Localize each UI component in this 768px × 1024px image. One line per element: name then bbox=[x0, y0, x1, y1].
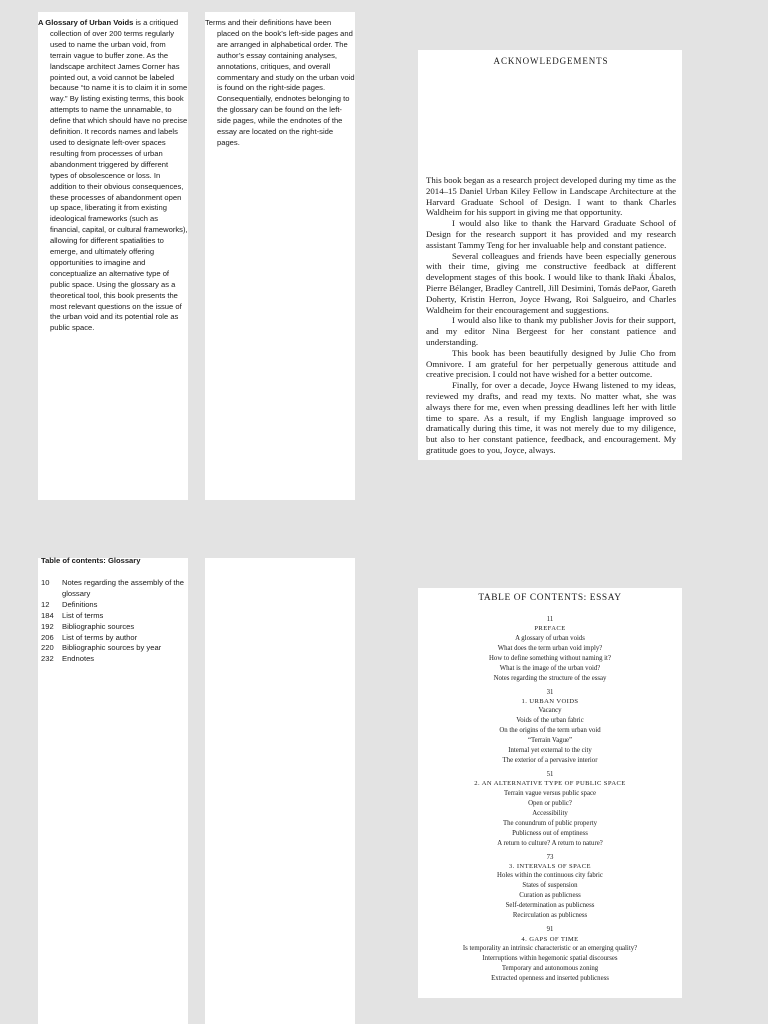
toc-page-number: 12 bbox=[41, 599, 50, 609]
toc-section-item: States of suspension bbox=[522, 882, 578, 890]
toc-essay-section bbox=[418, 853, 682, 922]
terms-note-text: Terms and their definitions have been placed on the book’s left-side pages and are arranged in alphabetical order. The author’s essay containing analyses, annotations, critiques, and overall commentary and study on the urban void is found on the right-side pages. Consequentially, endnotes belonging to the glossary can be found on the left-side pages, while the endnotes of the essay are located on the right-side pages. bbox=[205, 18, 355, 147]
toc-entry-label: Notes regarding the assembly of the glossary bbox=[62, 578, 184, 598]
toc-page-number: 10 bbox=[41, 578, 50, 587]
toc-entry-label: Bibliographic sources bbox=[62, 621, 135, 631]
toc-glossary-list bbox=[41, 578, 191, 665]
toc-page-number: 220 bbox=[41, 643, 54, 653]
toc-glossary-row bbox=[41, 643, 191, 654]
toc-section-item: What is the image of the urban void? bbox=[499, 664, 601, 672]
toc-section-item: Temporary and autonomous zoning bbox=[501, 965, 599, 973]
toc-section-item: Open or public? bbox=[528, 799, 572, 807]
toc-section-item: “Terrain Vague” bbox=[527, 737, 573, 745]
toc-section-page: 11 bbox=[546, 616, 554, 623]
acknowledgements-body bbox=[426, 175, 676, 456]
toc-section-heading: 1. URBAN VOIDS bbox=[521, 697, 579, 705]
toc-section-heading: 2. AN ALTERNATIVE TYPE OF PUBLIC SPACE bbox=[474, 780, 626, 788]
toc-glossary-row bbox=[41, 654, 191, 665]
toc-page-number: 192 bbox=[41, 621, 54, 631]
toc-section-item: Interruptions within hegemonic spatial discourses bbox=[482, 955, 618, 963]
toc-entry-label: Definitions bbox=[62, 599, 98, 609]
toc-section-item: Curation as publicness bbox=[519, 892, 581, 900]
toc-section-heading: PREFACE bbox=[534, 625, 566, 633]
toc-section-item: The conundrum of public property bbox=[503, 819, 597, 827]
toc-essay-section bbox=[418, 615, 682, 684]
toc-glossary-title: Table of contents: Glossary bbox=[41, 556, 141, 565]
toc-section-item: Recirculation as publicness bbox=[512, 912, 588, 920]
toc-section-item: Self-determination as publicness bbox=[505, 902, 595, 910]
toc-section-item: The exterior of a pervasive interior bbox=[502, 757, 598, 765]
toc-glossary-row bbox=[41, 633, 191, 644]
acknowledgements-title: ACKNOWLEDGEMENTS bbox=[493, 56, 609, 66]
toc-section-page: 91 bbox=[546, 926, 554, 934]
toc-section-page: 51 bbox=[546, 771, 554, 779]
acknowledgements-paragraph: This book began as a research project developed during my time as the 2014–15 Daniel Urban Kiley Fellow in Landscape Architecture at the Harvard Graduate School of Design. I want to thank Charles Waldheim for his support in giving me that opportunity. bbox=[426, 175, 676, 218]
toc-section-item: Terrain vague versus public space bbox=[504, 789, 596, 797]
toc-essay-section bbox=[418, 925, 682, 984]
toc-section-item: Holes within the continuous city fabric bbox=[497, 872, 603, 880]
toc-glossary-row bbox=[41, 578, 191, 600]
toc-glossary-row bbox=[41, 611, 191, 622]
toc-section-item: How to define something without naming it? bbox=[489, 654, 611, 662]
toc-section-item: Accessibility bbox=[532, 809, 568, 817]
toc-entry-label: Endnotes bbox=[62, 654, 95, 664]
toc-essay-list bbox=[418, 615, 682, 988]
acknowledgements-paragraph: Finally, for over a decade, Joyce Hwang listened to my ideas, reviewed my drafts, and read my texts. No matter what, she was always there for me, even when pressing deadlines left her with little time to spare. As a result, if my English language improved so dramatically during this time, it was not merely due to my diligence, but also to her constant patience, feedback, and encouragement. My gratitude goes to you, Joyce, always. bbox=[426, 380, 676, 455]
toc-section-heading: 3. INTERVALS OF SPACE bbox=[509, 863, 591, 871]
toc-glossary-row bbox=[41, 600, 191, 611]
toc-glossary-row bbox=[41, 622, 191, 633]
glossary-intro-text: is a critiqued collection of over 200 terms regularly used to name the urban void, from terrain vague to buffer zone. As the landscape architect James Corner has pointed out, a void cannot be labeled because “to name it is to claim it in some way.” By listing existing terms, this book attempts to name the unnamable, to define that which should have no precise definition. It records names and labels used to designate left-over spaces resulting from processes of urban abandonment triggered by different types of obsolescence or loss. In addition to their obvious consequences, these processes of abandonment open up space, liberating it from existing ideological frameworks (such as financial, capital, or cultural frameworks), allowing for different spatialities to emerge, and ultimately offering opportunities to imagine and conceptualize an alternative type of public space. Using the glossary as a theoretical tool, this book presents the most relevant questions on the issue of the urban void and its potential role as public space. bbox=[50, 18, 188, 333]
toc-section-item: On the origins of the term urban void bbox=[499, 727, 601, 735]
glossary-intro bbox=[38, 18, 188, 334]
toc-section-item: A return to culture? A return to nature? bbox=[497, 839, 603, 847]
glossary-title: A Glossary of Urban Voids bbox=[38, 18, 134, 27]
acknowledgements-paragraph: Several colleagues and friends have been especially generous with their time, giving me constructive feedback at different development stages of this book. I would like to thank Iñaki Ábalos, Pierre Bélanger, Bradley Cantrell, Jill Desimini, Tomás dePaor, Gareth Doherty, Kristin Herron, Joyce Hwang, Roi Salgueiro, and Charles Waldheim for their encouragement and suggestions. bbox=[426, 250, 676, 315]
toc-essay-section bbox=[418, 688, 682, 767]
acknowledgements-paragraph: I would also like to thank the Harvard Graduate School of Design for the research support it has provided and my research assistant Tammy Teng for her invaluable help and constant patience. bbox=[426, 218, 676, 250]
toc-section-item: Vacancy bbox=[538, 707, 562, 715]
toc-entry-label: List of terms by author bbox=[62, 632, 138, 642]
toc-entry-label: Bibliographic sources by year bbox=[62, 643, 162, 653]
toc-section-item: Voids of the urban fabric bbox=[516, 717, 584, 725]
terms-note bbox=[205, 18, 355, 149]
toc-section-item: What does the term urban void imply? bbox=[497, 644, 603, 652]
toc-section-heading: 4. GAPS OF TIME bbox=[521, 935, 579, 943]
toc-section-item: Publicness out of emptiness bbox=[512, 829, 588, 837]
toc-section-item: Extracted openness and inserted publicness bbox=[491, 975, 609, 983]
toc-section-item: Notes regarding the structure of the essay bbox=[493, 674, 607, 682]
acknowledgements-paragraph: I would also like to thank my publisher Jovis for their support, and my editor Nina Bergeest for her constant patience and understanding. bbox=[426, 315, 676, 347]
toc-page-number: 184 bbox=[41, 610, 54, 620]
toc-essay-title: TABLE OF CONTENTS: ESSAY bbox=[478, 593, 622, 603]
toc-page-number: 206 bbox=[41, 632, 54, 642]
acknowledgements-paragraph: This book has been beautifully designed by Julie Cho from Omnivore. I am grateful for her perpetually generous attitude and creative precision. I could not have wished for a better outcome. bbox=[426, 347, 676, 380]
toc-essay-section bbox=[418, 770, 682, 849]
toc-section-item: A glossary of urban voids bbox=[515, 634, 585, 642]
page-blank bbox=[205, 558, 355, 1024]
toc-section-item: Is temporality an intrinsic characteristic or an emerging quality? bbox=[462, 945, 638, 953]
toc-section-page: 73 bbox=[546, 853, 554, 861]
toc-section-page: 31 bbox=[546, 688, 554, 696]
toc-section-item: Internal yet external to the city bbox=[508, 747, 592, 755]
toc-page-number: 232 bbox=[41, 654, 54, 664]
toc-entry-label: List of terms bbox=[62, 610, 104, 620]
